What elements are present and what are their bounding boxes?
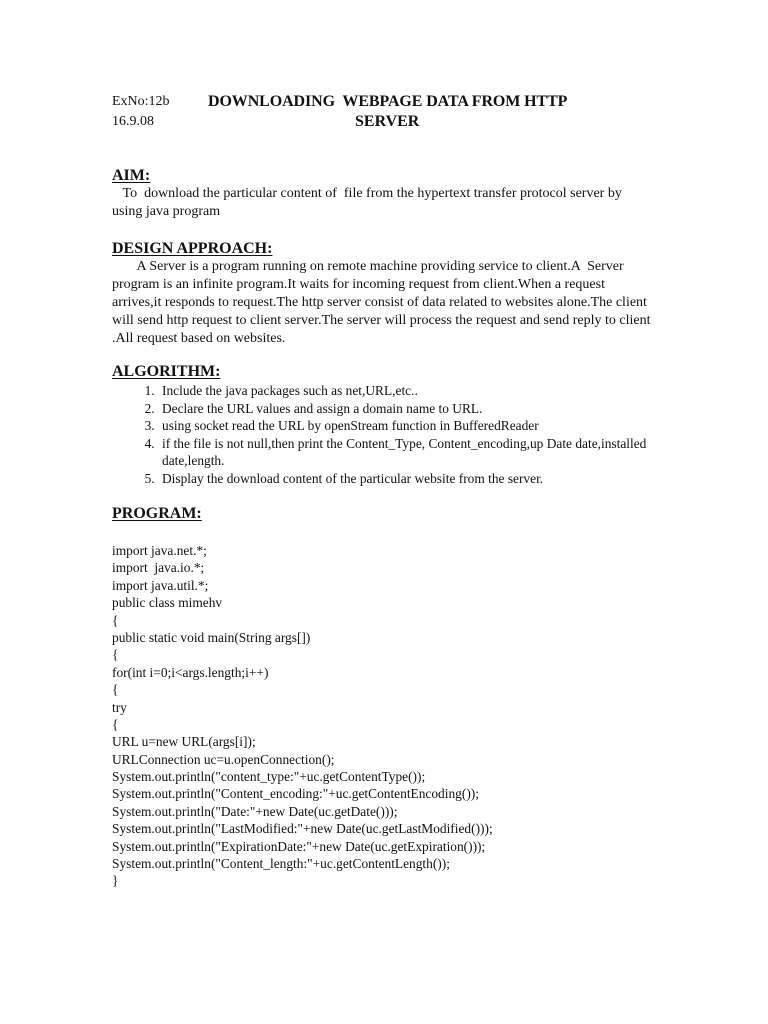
- code-line: import java.util.*;: [112, 577, 209, 593]
- program-heading: PROGRAM:: [112, 505, 202, 522]
- algorithm-step: 1. Include the java packages such as net,URL,etc..: [158, 382, 678, 400]
- exercise-date: 16.9.08: [112, 114, 154, 129]
- code-line: }: [112, 873, 119, 889]
- algorithm-step: 4. if the file is not null,then print the Content_Type, Content_encoding,up Date date,installed date,length.: [158, 435, 678, 470]
- aim-heading: AIM:: [112, 167, 151, 184]
- title-line-2: SERVER: [355, 113, 420, 130]
- code-line: System.out.println("LastModified:"+new Date(uc.getLastModified()));: [112, 821, 493, 837]
- code-line: public static void main(String args[]): [112, 629, 311, 645]
- code-line: System.out.println("content_type:"+uc.getContentType());: [112, 769, 426, 785]
- code-line: {: [112, 612, 119, 628]
- code-line: {: [112, 716, 119, 732]
- title-line-1: DOWNLOADING WEBPAGE DATA FROM HTTP: [208, 93, 568, 110]
- code-line: URL u=new URL(args[i]);: [112, 734, 256, 750]
- program-code: [112, 542, 493, 890]
- code-line: for(int i=0;i<args.length;i++): [112, 664, 269, 680]
- aim-text: To download the particular content of file from the hypertext transfer protocol server by using java program: [112, 186, 626, 219]
- code-line: try: [112, 699, 127, 715]
- design-approach-heading: DESIGN APPROACH:: [112, 240, 273, 257]
- algorithm-step: 2. Declare the URL values and assign a domain name to URL.: [158, 400, 678, 418]
- algorithm-heading: ALGORITHM:: [112, 363, 221, 380]
- code-line: import java.io.*;: [112, 560, 205, 576]
- code-line: URLConnection uc=u.openConnection();: [112, 751, 335, 767]
- code-line: {: [112, 647, 119, 663]
- code-line: public class mimehv: [112, 595, 223, 611]
- design-approach-text: A Server is a program running on remote machine providing service to client.A Server program is an infinite program.It waits for incoming request from client.When a request arrives,it responds to request.The http server consist of data related to websites alone.The client will send http request to client server.The server will process the request and send reply to client .All request based on websites.: [112, 259, 654, 346]
- code-line: System.out.println("Content_encoding:"+uc.getContentEncoding());: [112, 786, 479, 802]
- code-line: System.out.println("ExpirationDate:"+new Date(uc.getExpiration()));: [112, 838, 486, 854]
- exercise-number: ExNo:12b: [112, 94, 170, 109]
- code-line: import java.net.*;: [112, 543, 207, 558]
- algorithm-steps: [112, 382, 678, 487]
- code-line: {: [112, 682, 119, 698]
- algorithm-step: 5. Display the download content of the particular website from the server.: [158, 470, 678, 488]
- code-line: System.out.println("Date:"+new Date(uc.getDate()));: [112, 803, 398, 819]
- algorithm-step: 3. using socket read the URL by openStream function in BufferedReader: [158, 417, 678, 435]
- code-line: System.out.println("Content_length:"+uc.getContentLength());: [112, 856, 450, 872]
